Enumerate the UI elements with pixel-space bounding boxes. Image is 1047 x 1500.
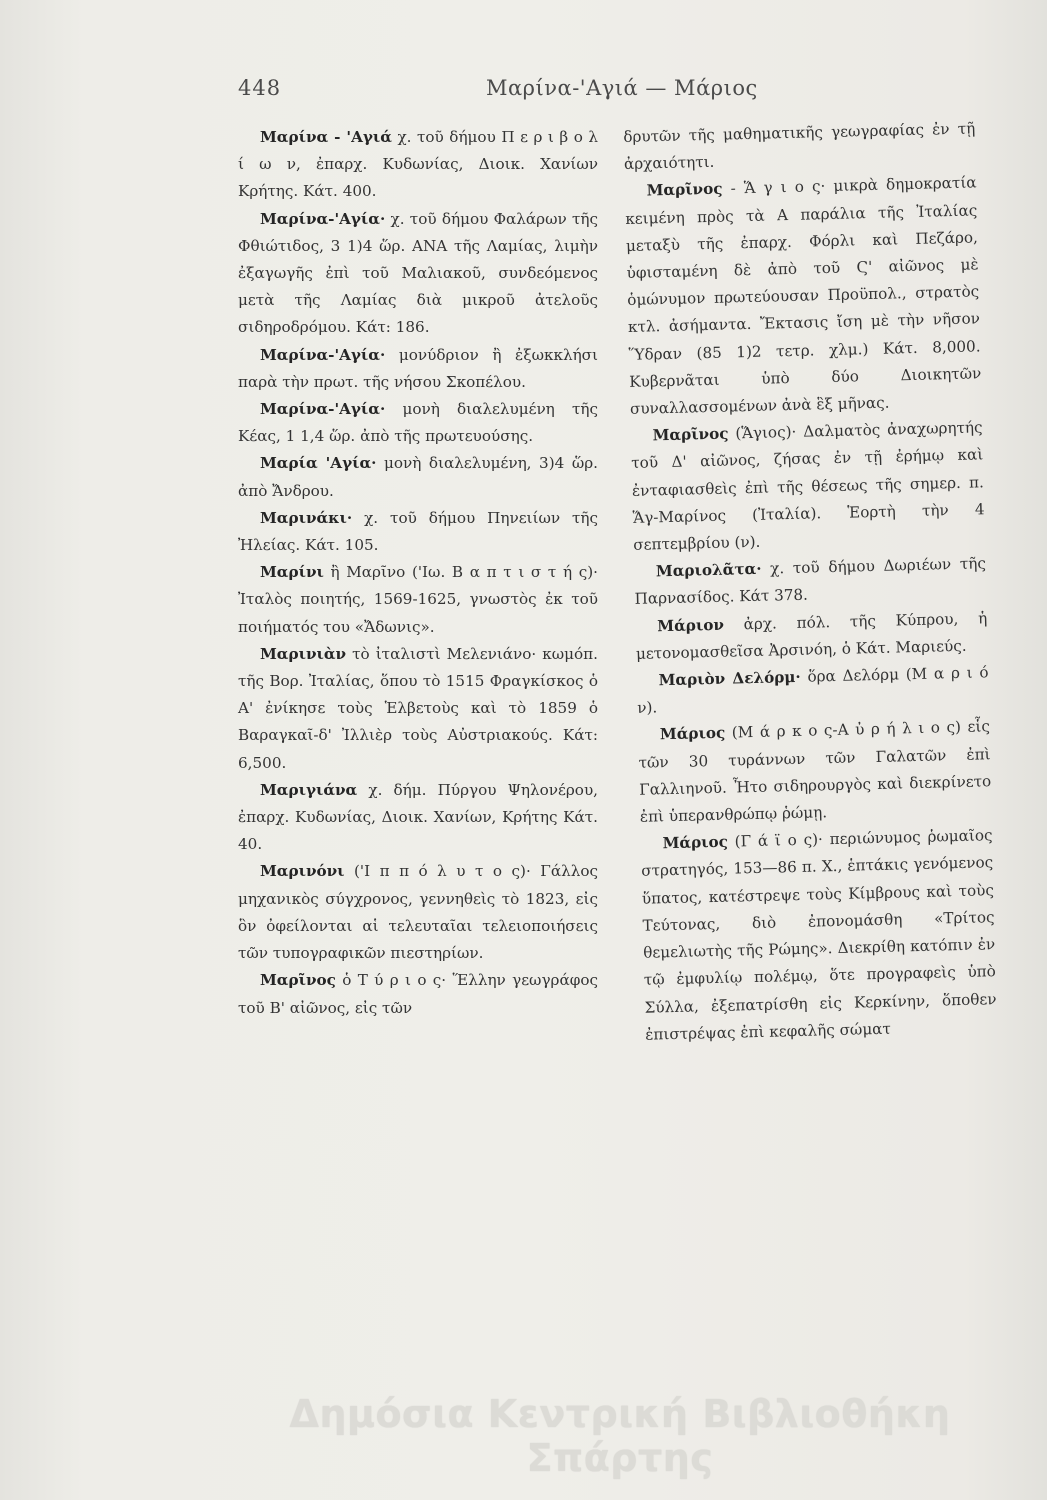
entry [238,559,598,641]
entry-headword: Μάριος [659,724,726,744]
entry [238,858,598,967]
entry [636,659,989,722]
entry [238,124,598,206]
right-column [623,115,997,1048]
entry-text: χ. τοῦ δήμου Φαλάρων τῆς Φθιώτιδος, 3 1)4 ὥρ. ΑΝΑ τῆς Λαμίας, λιμὴν ἐξαγωγῆς ἐπὶ τοῦ Μαλιακοῦ, συνδεόμενος μετὰ τῆς Λαμίας διὰ μικροῦ ἀτελοῦς σιδηροδρόμου. Κάτ: 186. [238,209,598,337]
entry-text: χ. τοῦ δήμου Π ε ρ ι β ο λ ί ω ν, ἐπαρχ. Κυδωνίας, Διοικ. Χανίων Κρήτης. Κάτ. 400. [238,128,598,201]
entry-text: ὁ Τ ύ ρ ι ο ς· Ἕλλην γεωγράφος τοῦ Β' αἰῶνος, εἰς τῶν [238,971,598,1017]
entry-text: ὅρα Δελόρμ (Μ α ρ ι ό ν). [637,663,989,718]
entry-text: - Ἅ γ ι ο ς· μικρὰ δημοκρατία κειμένη πρὸς τὰ Α παράλια τῆς Ἰταλίας μεταξὺ τῆς ἐπαρχ. Φόρλι καὶ Πεζάρο, ὑφισταμένη δὲ ἀπὸ τοῦ Ϛ' αἰῶνος μὲ ὁμώνυμον πρωτεύουσαν Προϋπολ., στρατὸς κτλ. ἀσήμαντα. Ἔκτασις ἴση μὲ τὴν νῆσον Ὕδραν (85 1)2 τετρ. χλμ.) Κάτ. 8,000. Κυβερνᾶται ὑπὸ δύο Διοικητῶν συναλλασσομένων ἀνὰ ἓξ μῆνας. [625,173,982,418]
entry-headword: Μαριολᾶτα· [655,560,762,581]
entry [624,170,982,423]
entry-headword: Μαρῖνος [652,424,729,445]
entry [634,551,987,614]
entry [238,967,598,1021]
entry-headword: Μαρίνα-'Αγία· [260,209,386,228]
entry [238,396,598,450]
entry-text: (Γ ά ϊ ο ς)· περιώνυμος ῥωμαῖος στρατηγός, 153—86 π. Χ., ἑπτάκις γενόμενος ὕπατος, κατέστρεψε τοὺς Κίμβρους καὶ τοὺς Τεύτονας, διὸ ἐπονομάσθη «Τρίτος θεμελιωτὴς τῆς Ρώμης». Διεκρίθη κατόπιν ἐν τῷ ἐμφυλίῳ πολέμῳ, ὅτε προγραφεὶς ὑπὸ Σύλλα, ἐξεπατρίσθη εἰς Κερκίνην, ὅποθεν ἐπιστρέψας ἐπὶ κεφαλῆς σώματ [641,826,997,1044]
entry [238,342,598,396]
entry-headword: Μαριὸν Δελόρμ· [658,667,801,690]
page-number: 448 [238,76,282,100]
entry-headword: Μαριγιάνα [260,780,358,799]
entry-headword: Μαρίνα - 'Αγιά [260,128,392,146]
entry-headword: Μαρῖνος [646,179,723,200]
entry-text: μονὴ διαλελυμένη, 3)4 ὥρ. ἀπὸ Ἄνδρου. [238,454,598,500]
entry-text: (Ἅγιος)· Δαλματὸς ἀναχωρητής τοῦ Δ' αἰῶνος, ζήσας ἐν τῇ ἐρήμῳ καὶ ἐνταφιασθεὶς ἐπὶ τῆς θέσεως τῆς σημερ. π. Ἅγ-Μαρίνος (Ἰταλία). Ἑορτὴ τὴν 4 σεπτεμβρίου (ν). [631,418,985,554]
entry-text: τὸ ἰταλιστὶ Μελενιάνο· κωμόπ. τῆς Βορ. Ἰταλίας, ὅπου τὸ 1515 Φραγκίσκος ὁ Α' ἐνίκησε τοὺς Ἑλβετοὺς καὶ τὸ 1859 ὁ Βαραγκαῖ-δ' Ἰλλιὲρ τοὺς Αὐστριακούς. Κάτ: 6,500. [238,644,598,772]
entry-headword: Μαρινάκι· [260,508,353,527]
running-title: Μαρίνα-'Αγιά — Μάριος [486,76,758,100]
library-watermark: Δημόσια Κεντρική Βιβλιοθήκη Σπάρτης [289,1392,951,1480]
entry [630,415,985,560]
entry [238,450,598,504]
entry-text: ('Ι π π ό λ υ τ ο ς)· Γάλλος μηχανικὸς σύγχρονος, γεννηθεὶς τὸ 1823, εἰς ὃν ὀφείλονται αἱ τελευταῖαι τελειοποιήσεις τῶν τυπογραφικῶν πιεστηρίων. [238,862,598,963]
entry-headword: Μάριος [662,832,729,853]
entry-text: χ. τοῦ δήμου Δωριέων τῆς Παρνασίδος. Κάτ 378. [634,554,987,609]
entry [638,714,993,831]
entry-continuation [623,115,976,178]
entry [238,206,598,342]
entry-text: χ. τοῦ δήμου Πηνειίων τῆς Ἠλείας. Κάτ. 105. [238,508,598,555]
entry-text: δρυτῶν τῆς μαθηματικῆς γεωγραφίας ἐν τῇ ἀρχαιότητι. [623,119,976,174]
entry-text: μονὴ διαλελυμένη τῆς Κέας, 1 1,4 ὥρ. ἀπὸ τῆς πρωτευούσης. [238,400,598,446]
entry-headword: Μαρίνα-'Αγία· [260,400,386,419]
entry-headword: Μαρίνα-'Αγία· [260,345,386,364]
entry-headword: Μαρινόνι [260,862,345,881]
entry-headword: Μάριον [657,615,725,635]
entry-headword: Μαρία 'Αγία· [260,454,377,473]
entry-text: (Μ ά ρ κ ο ς-Α ὐ ρ ή λ ι ο ς) εἷς τῶν 30 τυράννων τῶν Γαλατῶν ἐπὶ Γαλλιηνοῦ. Ἦτο σιδηρουργὸς καὶ διεκρίνετο ἐπὶ ὑπερανθρώπῳ ῥώμῃ. [638,717,992,826]
entry-text: μονύδριον ἢ ἐξωκκλήσι παρὰ τὴν πρωτ. τῆς νήσου Σκοπέλου. [238,345,598,391]
entry [635,605,988,668]
page-header [238,76,798,116]
entry-text: ἢ Μαρῖνο ('Ιω. Β α π τ ι σ τ ή ς)· Ἰταλὸς ποιητής, 1569-1625, γνωστὸς ἐκ τοῦ ποιήματός του «Ἄδωνις». [238,563,598,636]
entry [640,822,997,1048]
entry-headword: Μαρινιὰν [260,644,347,663]
entry-text: ἀρχ. πόλ. τῆς Κύπρου, ἡ μετονομασθεῖσα Ἀρσινόη, ὁ Κάτ. Μαριεύς. [635,608,988,663]
entry-text: χ. δήμ. Πύργου Ψηλονέρου, ἐπαρχ. Κυδωνίας, Διοικ. Χανίων, Κρήτης Κάτ. 40. [238,780,598,854]
entry-headword: Μαρίνι [260,563,324,582]
left-column [238,124,598,1022]
entry [238,505,598,559]
entry [238,641,598,777]
entry [238,777,598,859]
entry-headword: Μαρῖνος [260,971,336,990]
